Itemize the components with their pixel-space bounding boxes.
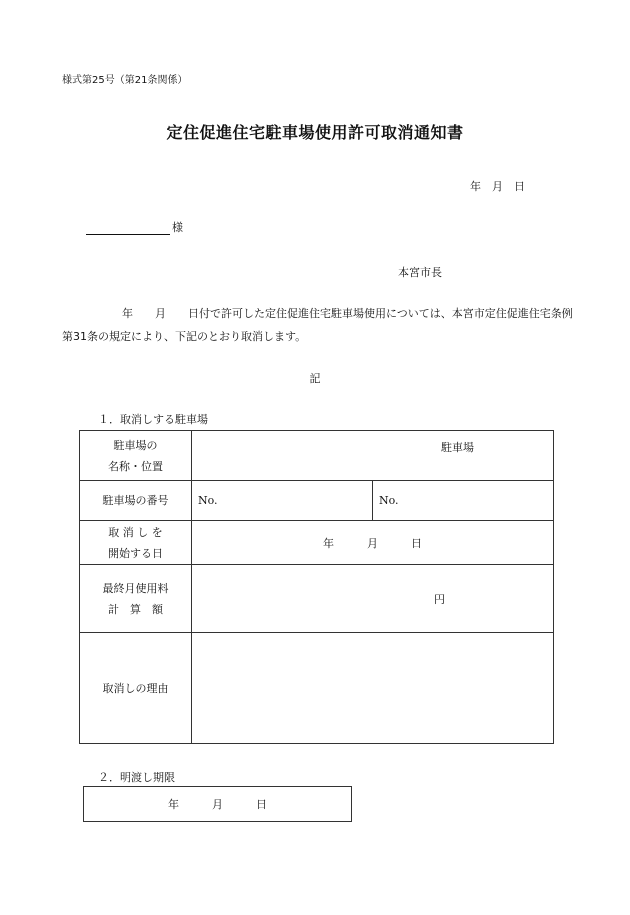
start-date-label xyxy=(80,521,192,565)
reason-label: 取消しの理由 xyxy=(80,633,192,744)
addressee-honorific: 様 xyxy=(172,221,183,234)
table-row-reason xyxy=(80,633,554,744)
start-date-value[interactable]: 年 月 日 xyxy=(192,521,554,565)
parking-number-field-2[interactable]: No. xyxy=(373,481,554,521)
final-fee-label-line2: 計 算 額 xyxy=(108,602,163,616)
reason-value[interactable] xyxy=(192,633,554,744)
parking-number-field-1[interactable]: No. xyxy=(192,481,373,521)
cancellation-table xyxy=(79,430,554,744)
table-row-start-date xyxy=(80,521,554,565)
parking-name-label-line1: 駐車場の xyxy=(113,438,158,452)
body-date-part: 年 月 xyxy=(122,307,188,320)
body-text: 日付で許可した定住促進住宅駐車場使用については、本宮市定住促進住宅条例第31条の規定により、下記のとおり取消します。 xyxy=(62,307,573,343)
section2-heading: ２．明渡し期限 xyxy=(98,771,175,784)
parking-number-label: 駐車場の番号 xyxy=(80,481,192,521)
final-fee-unit: 円 xyxy=(434,592,445,606)
table-row-parking-number xyxy=(80,481,554,521)
issuer-name: 本宮市長 xyxy=(398,266,442,279)
final-fee-label-line1: 最終月使用料 xyxy=(102,581,169,595)
parking-name-label-line2: 名称・位置 xyxy=(108,459,163,473)
form-number: 様式第25号（第21条関係） xyxy=(62,75,188,86)
issue-date: 年 月 日 xyxy=(470,180,525,193)
start-date-label-line2: 開始する日 xyxy=(108,546,163,560)
final-fee-label xyxy=(80,565,192,633)
deadline-table xyxy=(83,786,352,822)
parking-name-suffix: 駐車場 xyxy=(441,441,474,454)
document-title: 定住促進住宅駐車場使用許可取消通知書 xyxy=(166,123,464,142)
table-row-deadline xyxy=(84,787,352,822)
final-fee-value[interactable] xyxy=(192,565,554,633)
notice-body xyxy=(62,302,578,348)
start-date-label-line1: 取 消 し を xyxy=(108,525,163,539)
deadline-value[interactable]: 年 月 日 xyxy=(84,787,352,822)
addressee-blank-line xyxy=(86,233,170,235)
table-row-parking-name xyxy=(80,431,554,481)
ki-marker: 記 xyxy=(309,372,321,385)
parking-name-value[interactable] xyxy=(192,431,554,481)
section1-heading: １．取消しする駐車場 xyxy=(98,413,208,426)
table-row-final-fee xyxy=(80,565,554,633)
parking-name-label xyxy=(80,431,192,481)
